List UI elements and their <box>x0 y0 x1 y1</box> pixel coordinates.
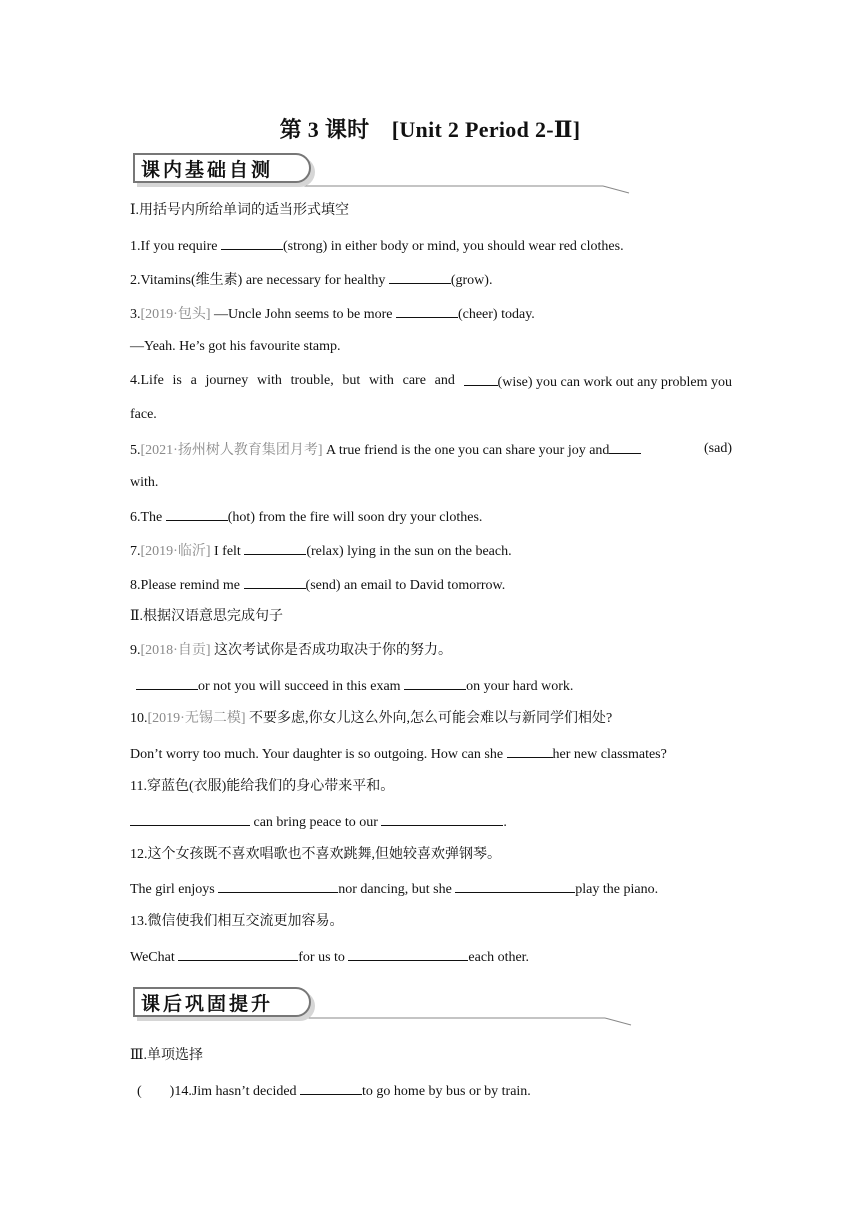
page-title: 第 3 课时 [Unit 2 Period 2-Ⅱ] <box>279 117 581 142</box>
answer-blank[interactable] <box>404 675 466 690</box>
q10-number: 10. <box>130 711 148 726</box>
q10-text-pre: Don’t worry too much. Your daughter is so outgoing. How can she <box>130 747 507 762</box>
answer-blank[interactable] <box>221 235 283 250</box>
q14-text-pre: ( )14.Jim hasn’t decided <box>137 1084 301 1099</box>
q4-word: with <box>256 373 282 388</box>
q4-word: journey <box>205 373 249 388</box>
q1-text-post: (strong) in either body or mind, you should wear red clothes. <box>282 239 624 254</box>
answer-blank[interactable] <box>218 878 338 893</box>
question-10-answer-line <box>130 743 732 765</box>
question-6 <box>130 506 732 528</box>
q7-text-post: (relax) lying in the sun on the beach. <box>306 544 512 559</box>
question-3-reply: —Yeah. He’s got his favourite stamp. <box>130 339 341 354</box>
answer-blank[interactable] <box>381 811 503 826</box>
q4-text-post: (wise) you can work out any problem you <box>497 375 732 390</box>
source-tag: [2018·自贡] <box>140 643 211 658</box>
question-12-answer-line <box>130 878 732 900</box>
q13-text-pre: WeChat <box>130 950 179 965</box>
answer-blank[interactable] <box>396 303 458 318</box>
section-banner-in-class <box>133 153 633 193</box>
question-9-answer-line <box>130 675 732 697</box>
question-3 <box>130 303 732 325</box>
question-5-continued: with. <box>130 475 159 490</box>
q13-text-post: each other. <box>468 950 530 965</box>
answer-blank[interactable] <box>130 811 250 826</box>
q2-text-pre: 2.Vitamins(维生素) are necessary for healthy <box>130 273 389 288</box>
question-8 <box>130 574 732 596</box>
q6-text-post: (hot) from the fire will soon dry your clothes. <box>227 510 483 525</box>
section-heading-2: Ⅱ.根据汉语意思完成句子 <box>130 609 284 624</box>
q11-text-mid: can bring peace to our <box>250 815 382 830</box>
q9-text-post: on your hard work. <box>466 679 574 694</box>
q10-chinese-text: 不要多虑,你女儿这么外向,怎么可能会难以与新同学们相处? <box>245 711 613 726</box>
q11-text-post: . <box>503 815 507 830</box>
answer-blank[interactable] <box>136 675 198 690</box>
q5-text-post: (sad) <box>704 441 732 456</box>
q3-text-post: (cheer) today. <box>457 307 535 322</box>
banner-label: 课后巩固提升 <box>141 993 274 1015</box>
q12-text-post: play the piano. <box>575 882 659 897</box>
section-heading-1: Ⅰ.用括号内所给单词的适当形式填空 <box>130 203 350 218</box>
answer-blank[interactable] <box>244 574 306 589</box>
question-5 <box>130 439 732 461</box>
question-2 <box>130 269 732 291</box>
q3-text-pre: —Uncle John seems to be more <box>210 307 396 322</box>
q12-text-pre: The girl enjoys <box>130 882 219 897</box>
q13-text-mid: for us to <box>298 950 349 965</box>
q4-word: is <box>172 373 182 388</box>
q14-text-post: to go home by bus or by train. <box>362 1084 531 1099</box>
q2-text-post: (grow). <box>450 273 493 288</box>
q8-text-post: (send) an email to David tomorrow. <box>305 578 506 593</box>
q6-text-pre: 6.The <box>130 510 166 525</box>
q4-word: trouble, <box>290 373 334 388</box>
answer-blank[interactable] <box>166 506 228 521</box>
answer-blank[interactable] <box>348 946 468 961</box>
q8-text-pre: 8.Please remind me <box>130 578 244 593</box>
question-4 <box>130 371 732 393</box>
q12-text-mid: nor dancing, but she <box>338 882 456 897</box>
q7-text-pre: I felt <box>210 544 245 559</box>
question-10 <box>130 709 732 729</box>
answer-blank[interactable] <box>455 878 575 893</box>
banner-label: 课内基础自测 <box>141 159 274 181</box>
q4-word: care <box>402 373 426 388</box>
question-11-answer-line <box>130 811 732 833</box>
q10-text-post: her new classmates? <box>552 747 667 762</box>
source-tag: [2019·临沂] <box>140 544 211 559</box>
q9-chinese-text: 这次考试你是否成功取决于你的努力。 <box>210 643 452 658</box>
q5-text-pre: A true friend is the one you can share your joy and <box>322 443 610 458</box>
answer-blank[interactable] <box>609 439 641 454</box>
q4-word: but <box>342 373 361 388</box>
q4-word: 4.Life <box>130 373 164 388</box>
question-14 <box>137 1080 732 1102</box>
question-1 <box>130 235 732 257</box>
q4-word: with <box>369 373 394 388</box>
source-tag: [2021·扬州树人教育集团月考] <box>140 443 323 458</box>
answer-blank[interactable] <box>300 1080 362 1095</box>
q9-text-mid: or not you will succeed in this exam <box>198 679 405 694</box>
question-9 <box>130 641 732 661</box>
question-13: 13.微信使我们相互交流更加容易。 <box>130 914 344 929</box>
q4-word: a <box>190 373 197 388</box>
q9-number: 9. <box>130 643 141 658</box>
source-tag: [2019·包头] <box>140 307 211 322</box>
q4-word: and <box>434 373 455 388</box>
question-4-continued: face. <box>130 407 157 422</box>
answer-blank[interactable] <box>244 540 306 555</box>
answer-blank[interactable] <box>178 946 298 961</box>
question-11: 11.穿蓝色(衣服)能给我们的身心带来平和。 <box>130 779 395 794</box>
question-12: 12.这个女孩既不喜欢唱歌也不喜欢跳舞,但她较喜欢弹钢琴。 <box>130 847 501 862</box>
answer-blank[interactable] <box>389 269 451 284</box>
answer-blank[interactable] <box>464 371 498 386</box>
section-heading-3: Ⅲ.单项选择 <box>130 1048 204 1063</box>
q5-number: 5. <box>130 443 141 458</box>
q1-text-pre: 1.If you require <box>130 239 221 254</box>
question-7 <box>130 540 732 562</box>
answer-blank[interactable] <box>507 743 553 758</box>
source-tag: [2019·无锡二模] <box>147 711 246 726</box>
section-banner-after-class <box>133 987 633 1027</box>
q3-number: 3. <box>130 307 141 322</box>
q7-number: 7. <box>130 544 141 559</box>
question-13-answer-line <box>130 946 732 968</box>
